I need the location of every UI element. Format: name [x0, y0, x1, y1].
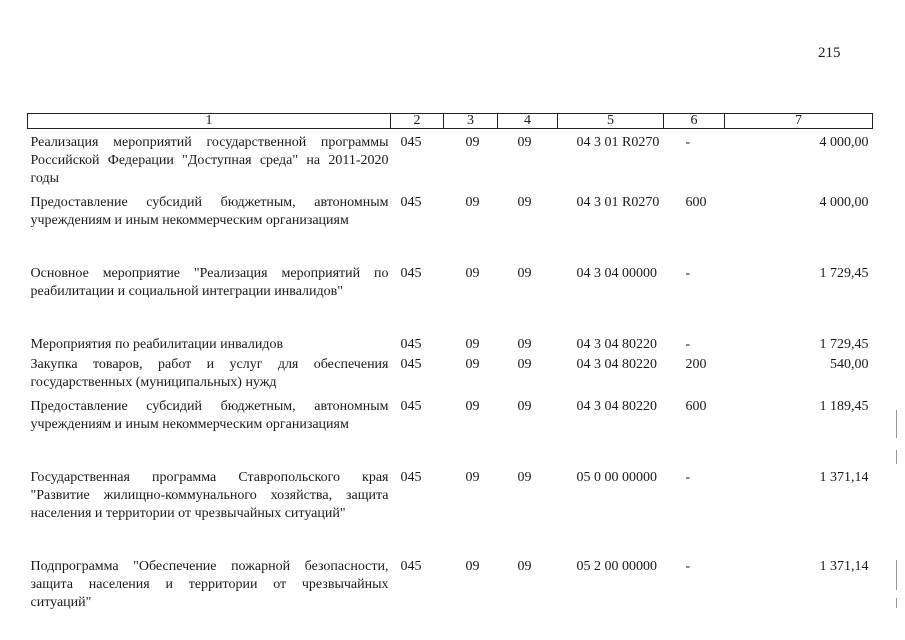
row-expense-type: 600 — [685, 195, 707, 210]
row-name: Предоставление субсидий бюджетным, автономным учреждениям и иным некоммерческим организациям — [30, 195, 389, 228]
row-ministry-code: 045 — [400, 195, 422, 210]
header-col-6: 6 — [664, 114, 725, 129]
row-name: Мероприятия по реабилитации инвалидов — [30, 337, 284, 352]
row-target-article: 05 0 00 00000 — [576, 470, 657, 485]
row-expense-type: - — [685, 559, 691, 574]
row-section: 09 — [465, 135, 480, 150]
table-row — [28, 301, 873, 354]
row-ministry-code: 045 — [400, 266, 422, 281]
row-expense-type: - — [685, 266, 691, 281]
row-subsection: 09 — [517, 266, 532, 281]
row-expense-type: - — [685, 337, 691, 352]
header-col-3: 3 — [444, 114, 498, 129]
row-amount: 1 189,45 — [819, 399, 869, 414]
row-expense-type: - — [685, 470, 691, 485]
row-section: 09 — [465, 337, 480, 352]
row-ministry-code: 045 — [400, 559, 422, 574]
table-row — [28, 523, 873, 612]
header-col-1: 1 — [28, 114, 391, 129]
row-ministry-code: 045 — [400, 470, 422, 485]
row-expense-type: 200 — [685, 357, 707, 372]
header-col-4: 4 — [498, 114, 558, 129]
row-ministry-code: 045 — [400, 399, 422, 414]
header-col-7: 7 — [725, 114, 873, 129]
budget-table — [27, 113, 873, 612]
row-expense-type: 600 — [685, 399, 707, 414]
row-amount: 1 371,14 — [819, 559, 869, 574]
row-target-article: 04 3 04 80220 — [576, 399, 657, 414]
row-amount: 1 371,14 — [819, 470, 869, 485]
row-section: 09 — [465, 266, 480, 281]
row-ministry-code: 045 — [400, 357, 422, 372]
row-amount: 4 000,00 — [819, 195, 869, 210]
row-amount: 1 729,45 — [819, 266, 869, 281]
row-subsection: 09 — [517, 195, 532, 210]
row-subsection: 09 — [517, 357, 532, 372]
row-amount: 1 729,45 — [819, 337, 869, 352]
row-section: 09 — [465, 195, 480, 210]
row-subsection: 09 — [517, 470, 532, 485]
row-name: Закупка товаров, работ и услуг для обеспечения государственных (муниципальных) нужд — [30, 357, 389, 390]
row-ministry-code: 045 — [400, 337, 422, 352]
row-section: 09 — [465, 470, 480, 485]
row-name: Основное мероприятие "Реализация мероприятий по реабилитации и социальной интеграции инвалидов" — [30, 266, 389, 299]
row-target-article: 05 2 00 00000 — [576, 559, 657, 574]
row-subsection: 09 — [517, 399, 532, 414]
row-target-article: 04 3 04 80220 — [576, 357, 657, 372]
row-subsection: 09 — [517, 559, 532, 574]
row-subsection: 09 — [517, 337, 532, 352]
row-name: Государственная программа Ставропольского края "Развитие жилищно-коммунального хозяйства, защита населения и территории от чрезвычайных ситуаций" — [30, 470, 389, 521]
row-section: 09 — [465, 559, 480, 574]
table-row — [28, 129, 873, 189]
row-target-article: 04 3 04 00000 — [576, 266, 657, 281]
row-target-article: 04 3 01 R0270 — [576, 195, 660, 210]
row-amount: 4 000,00 — [819, 135, 869, 150]
row-section: 09 — [465, 399, 480, 414]
row-ministry-code: 045 — [400, 135, 422, 150]
header-col-2: 2 — [391, 114, 444, 129]
table-row — [28, 188, 873, 230]
row-target-article: 04 3 01 R0270 — [576, 135, 660, 150]
row-section: 09 — [465, 357, 480, 372]
row-amount: 540,00 — [830, 357, 869, 372]
table-row — [28, 434, 873, 523]
table-row — [28, 230, 873, 301]
row-name: Подпрограмма "Обеспечение пожарной безопасности, защита населения и территории от чрезвычайных ситуаций" — [30, 559, 389, 610]
scan-margin-marks — [896, 410, 898, 610]
row-expense-type: - — [685, 135, 691, 150]
row-target-article: 04 3 04 80220 — [576, 337, 657, 352]
row-subsection: 09 — [517, 135, 532, 150]
row-name: Реализация мероприятий государственной программы Российской Федерации "Доступная среда" на 2011-2020 годы — [30, 135, 389, 186]
page-number: 215 — [818, 45, 841, 61]
table-row — [28, 354, 873, 392]
table-header-row — [28, 114, 873, 129]
row-name: Предоставление субсидий бюджетным, автономным учреждениям и иным некоммерческим организациям — [30, 399, 389, 432]
table-row — [28, 392, 873, 434]
header-col-5: 5 — [558, 114, 664, 129]
